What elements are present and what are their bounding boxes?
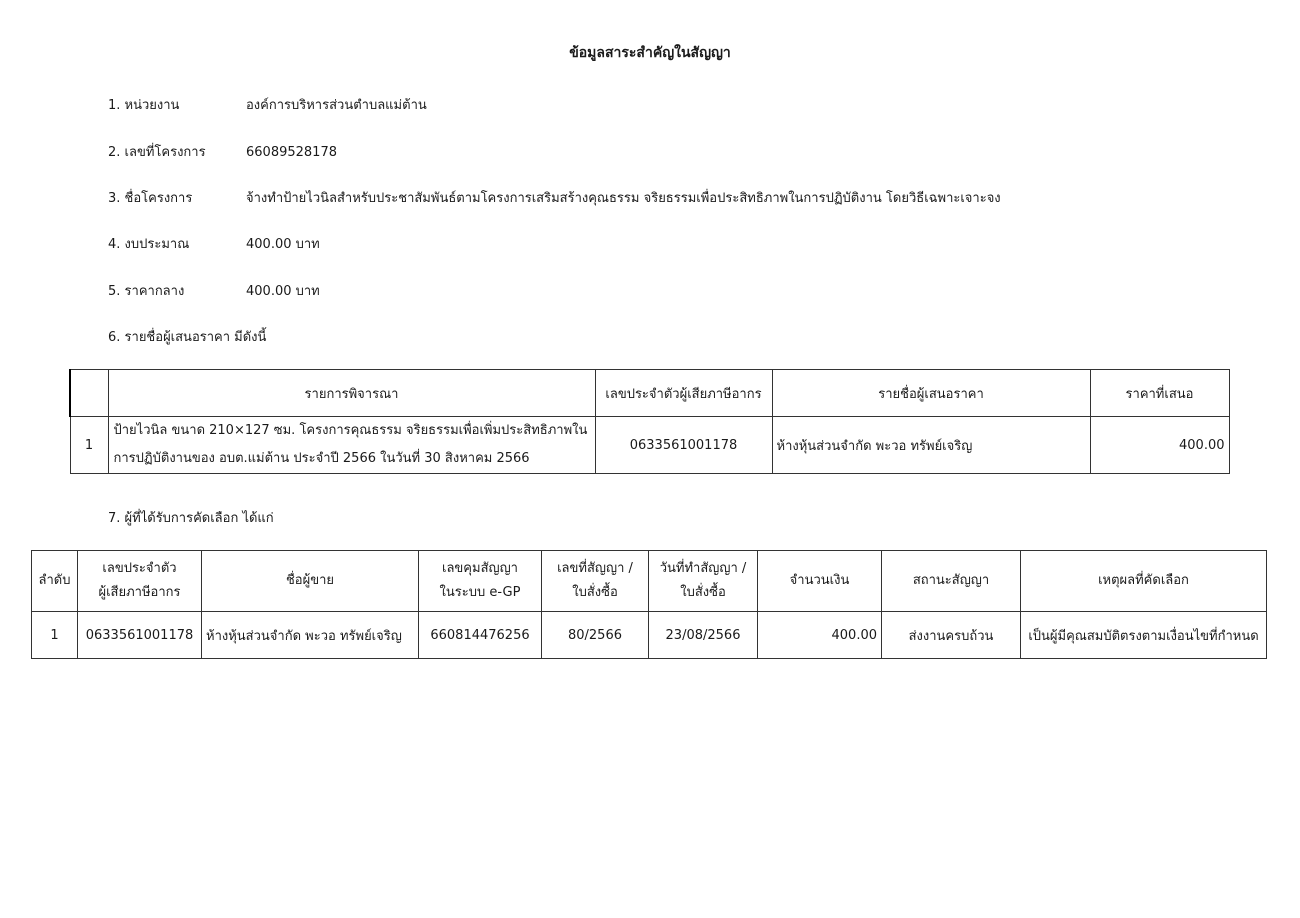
winner-row-amount: 400.00 xyxy=(758,612,882,659)
table-row xyxy=(70,417,1229,474)
bidders-header-item: รายการพิจารณา xyxy=(108,370,595,417)
field-project-number xyxy=(108,142,337,164)
winners-header-amount: จำนวนเงิน xyxy=(758,551,882,612)
winners-header-tax-id xyxy=(78,551,202,612)
winner-row-contract-no: 80/2566 xyxy=(542,612,649,659)
winners-header-contract-date xyxy=(649,551,758,612)
field-project-number-value: 66089528178 xyxy=(246,145,337,160)
bidders-header-row xyxy=(70,370,1229,417)
winners-header-reason: เหตุผลที่คัดเลือก xyxy=(1021,551,1267,612)
field-agency xyxy=(108,95,427,117)
table-row xyxy=(32,612,1267,659)
winners-header-contract-no xyxy=(542,551,649,612)
field-median-price xyxy=(108,281,320,303)
field-budget-label: 4. งบประมาณ xyxy=(108,237,190,252)
bidder-row-name: ห้างหุ้นส่วนจำกัด พะวอ ทรัพย์เจริญ xyxy=(772,417,1090,474)
winners-header-tax-id-line2: ผู้เสียภาษีอากร xyxy=(98,585,181,600)
field-median-price-value: 400.00 บาท xyxy=(246,284,320,299)
field-budget-value: 400.00 บาท xyxy=(246,237,320,252)
field-agency-label: 1. หน่วยงาน xyxy=(108,98,180,113)
winner-row-seller: ห้างหุ้นส่วนจำกัด พะวอ ทรัพย์เจริญ xyxy=(202,612,419,659)
winners-header-control-line1: เลขคุมสัญญา xyxy=(442,561,518,576)
field-median-price-label: 5. ราคากลาง xyxy=(108,284,185,299)
bidders-header-tax-id: เลขประจำตัวผู้เสียภาษีอากร xyxy=(595,370,772,417)
winner-row-control-no: 660814476256 xyxy=(419,612,542,659)
field-project-name-label: 3. ชื่อโครงการ xyxy=(108,191,193,206)
winners-header-status: สถานะสัญญา xyxy=(882,551,1021,612)
bidder-row-tax-id: 0633561001178 xyxy=(595,417,772,474)
field-budget xyxy=(108,234,320,256)
winner-row-reason: เป็นผู้มีคุณสมบัติตรงตามเงื่อนไขที่กำหนด xyxy=(1021,612,1267,659)
field-project-number-label: 2. เลขที่โครงการ xyxy=(108,145,206,160)
winners-header-contract-no-line2: ใบสั่งซื้อ xyxy=(572,585,618,600)
bidder-row-description: ป้ายไวนิล ขนาด 210×127 ซม. โครงการคุณธรรม จริยธรรมเพื่อเพิ่มประสิทธิภาพในการปฏิบัติงานของ อบต.แม่ต้าน ประจำปี 2566 ในวันที่ 30 สิงหาคม 2566 xyxy=(108,417,595,474)
field-agency-value: องค์การบริหารส่วนตำบลแม่ต้าน xyxy=(246,98,427,113)
bidder-row-index: 1 xyxy=(70,417,108,474)
bidders-header-price: ราคาที่เสนอ xyxy=(1090,370,1229,417)
winners-header-contract-date-line1: วันที่ทำสัญญา / xyxy=(659,561,747,576)
winner-row-contract-date: 23/08/2566 xyxy=(649,612,758,659)
bidder-row-price: 400.00 xyxy=(1090,417,1229,474)
winners-table xyxy=(31,550,1267,659)
winners-section-label: 7. ผู้ที่ได้รับการคัดเลือก ได้แก่ xyxy=(108,511,274,526)
bidders-header-index xyxy=(70,370,108,417)
winners-header-tax-id-line1: เลขประจำตัว xyxy=(102,561,177,576)
winners-header-contract-date-line2: ใบสั่งซื้อ xyxy=(680,585,726,600)
bidders-header-bidder: รายชื่อผู้เสนอราคา xyxy=(772,370,1090,417)
winners-header-control-line2: ในระบบ e-GP xyxy=(439,585,521,600)
winner-row-seq: 1 xyxy=(32,612,78,659)
field-project-name xyxy=(108,188,1001,210)
bidders-section-label: 6. รายชื่อผู้เสนอราคา มีดังนี้ xyxy=(108,330,267,345)
winners-header-contract-no-line1: เลขที่สัญญา / xyxy=(557,561,633,576)
winners-header-seller: ชื่อผู้ขาย xyxy=(202,551,419,612)
winner-row-tax-id: 0633561001178 xyxy=(78,612,202,659)
field-project-name-value: จ้างทำป้ายไวนิลสำหรับประชาสัมพันธ์ตามโครงการเสริมสร้างคุณธรรม จริยธรรมเพื่อประสิทธิภาพในการปฏิบัติงาน โดยวิธีเฉพาะเจาะจง xyxy=(246,191,1001,206)
winner-row-status: ส่งงานครบถ้วน xyxy=(882,612,1021,659)
bidders-table xyxy=(69,369,1230,474)
document-title: ข้อมูลสาระสำคัญในสัญญา xyxy=(569,45,731,61)
winners-header-row xyxy=(32,551,1267,612)
winners-header-seq: ลำดับ xyxy=(32,551,78,612)
winners-header-control-no xyxy=(419,551,542,612)
